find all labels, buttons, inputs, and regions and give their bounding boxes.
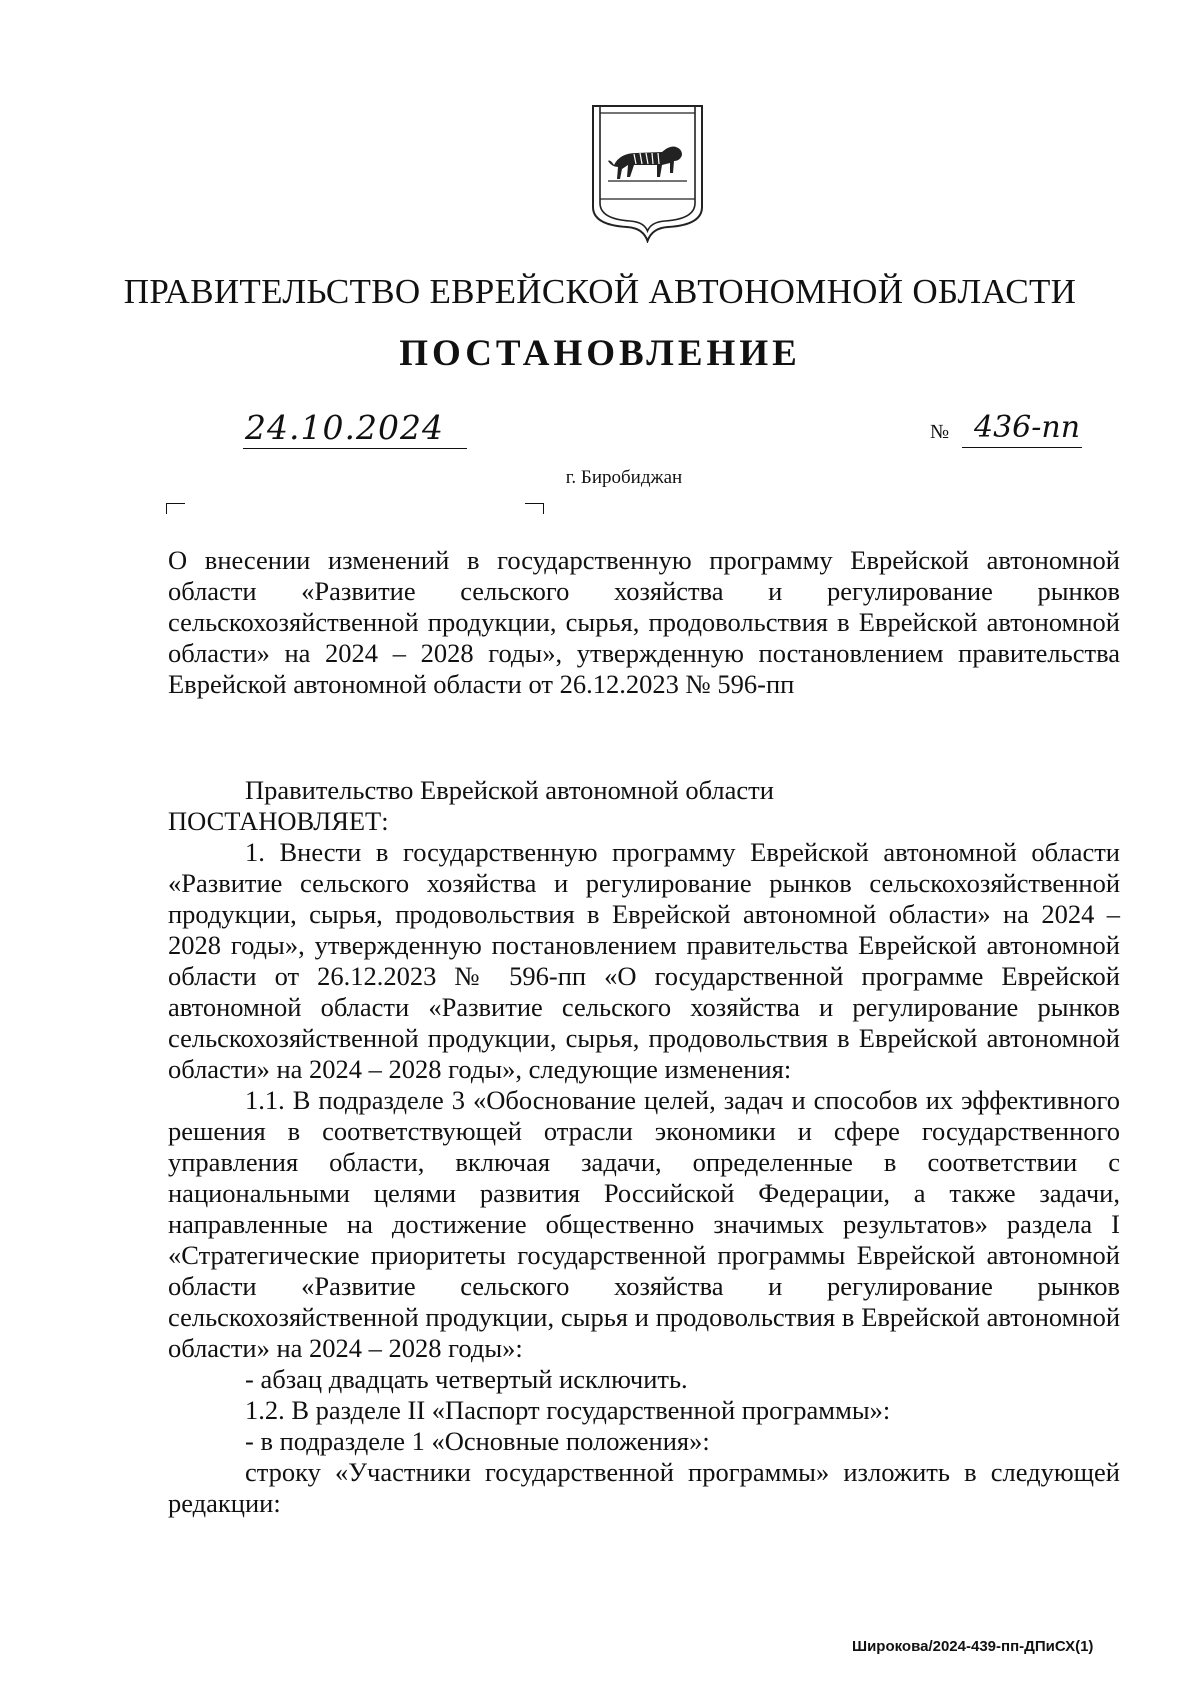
city-name: г. Биробиджан (565, 467, 683, 488)
body-paragraph: 1.2. В разделе II «Паспорт государственной программы»: (245, 1395, 891, 1425)
corner-bracket-right (525, 503, 544, 514)
body-paragraph: ПОСТАНОВЛЯЕТ: (168, 806, 389, 836)
body-paragraph: 1. Внести в государственную программу Еврейской автономной области «Развитие сельского хозяйства и регулирование рынков сельскохозяйственной продукции, сырья, продовольствия в Еврейской автономной области» на 2024 – 2028 годы», утвержденную постановлением правительства Еврейской автономной области от 26.12.2023 № 596-пп «О государственной программе Еврейской автономной области «Развитие сельского хозяйства и регулирование рынков сельскохозяйственной продукции, сырья, продовольствия в Еврейской автономной области» на 2024 – 2028 годы», следующие изменения: (168, 837, 1120, 1084)
body-paragraph: строку «Участники государственной программы» изложить в следующей редакции: (168, 1457, 1120, 1518)
document-body (168, 775, 1120, 1519)
government-title: ПРАВИТЕЛЬСТВО ЕВРЕЙСКОЙ АВТОНОМНОЙ ОБЛАСТИ (123, 272, 1077, 311)
document-number: 436-пп (962, 408, 1082, 448)
footer-reference: Широкова/2024-439-пп-ДПиСХ(1) (852, 1638, 1094, 1655)
tiger-shield-icon (590, 103, 705, 243)
number-label: № (930, 421, 950, 443)
body-paragraph: Правительство Еврейской автономной области (245, 775, 774, 805)
document-subject: О внесении изменений в государственную программу Еврейской автономной области «Развитие сельского хозяйства и регулирование рынков сельскохозяйственной продукции, сырья, продовольствия в Еврейской автономной области» на 2024 – 2028 годы», утвержденную постановлением правительства Еврейской автономной области от 26.12.2023 № 596-пп (168, 545, 1120, 699)
coat-of-arms-emblem (590, 103, 705, 243)
corner-bracket-left (166, 503, 185, 514)
document-type: ПОСТАНОВЛЕНИЕ (399, 333, 801, 374)
body-paragraph: - абзац двадцать четвертый исключить. (245, 1364, 688, 1394)
body-paragraph: 1.1. В подразделе 3 «Обоснование целей, задач и способов их эффективного решения в соответствующей отрасли экономики и сфере государственного управления области, включая задачи, определенные в соответствии с национальными целями развития Российской Федерации, а также задачи, направленные на достижение общественно значимых результатов» раздела I «Стратегические приоритеты государственной программы Еврейской автономной области «Развитие сельского хозяйства и регулирование рынков сельскохозяйственной продукции, сырья и продовольствия в Еврейской автономной области» на 2024 – 2028 годы»: (168, 1085, 1120, 1363)
document-date: 24.10.2024 (243, 408, 467, 449)
body-paragraph: - в подразделе 1 «Основные положения»: (245, 1426, 710, 1456)
